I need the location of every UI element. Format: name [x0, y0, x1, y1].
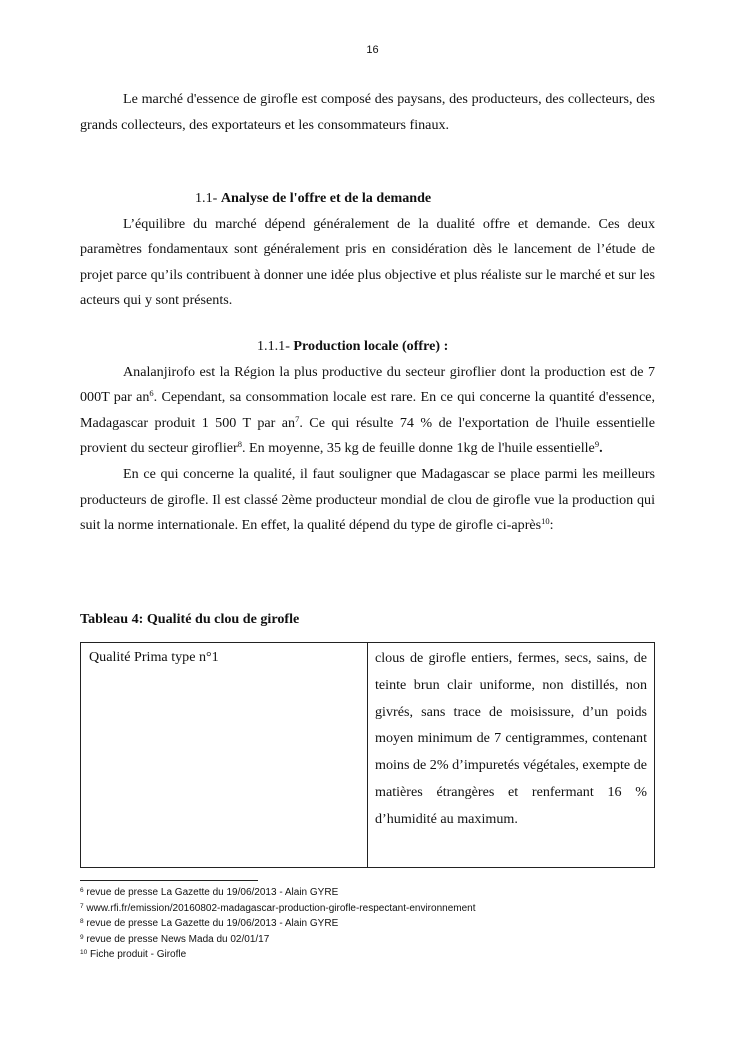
section-heading: [80, 186, 655, 212]
page-number: 16: [366, 44, 379, 56]
intro-block: [80, 87, 655, 138]
production-paragraph: [80, 360, 655, 462]
quality-table: [80, 642, 655, 868]
footnote-number: 9: [80, 933, 84, 941]
production-text-e: .: [599, 440, 603, 457]
footnotes: [80, 885, 475, 963]
intro-paragraph: Le marché d'essence de girofle est composé des paysans, des producteurs, des collecteurs, des grands collecteurs, des exportateurs et les consommateurs finaux.: [80, 91, 655, 133]
footnote: [80, 916, 475, 932]
table-caption: Tableau 4: Qualité du clou de girofle: [80, 611, 300, 627]
section-block: [80, 186, 655, 314]
footnote: [80, 901, 475, 917]
footnote: [80, 885, 475, 901]
footnote: [80, 932, 475, 948]
footnote-text: www.rfi.fr/emission/20160802-madagascar-production-girofle-respectant-environnement: [86, 902, 476, 914]
table-cell-description: clous de girofle entiers, fermes, secs, sains, de teinte brun clair uniforme, non distillés, non givrés, sans trace de moisissure, d’un poids moyen minimum de 7 centigrammes, contenant moins de 2% d’impuretés végétales, exempte de matières étrangères et renfermant 16 % d’humidité au maximum.: [375, 650, 647, 827]
footnote: [80, 947, 475, 963]
quality-text-end: :: [549, 517, 554, 534]
production-text-c: . Ce qui résulte 74 % de l'exportation de l'huile essentielle provient du secteur giroflier: [80, 414, 655, 457]
production-text-d: . En moyenne, 35 kg de feuille donne 1kg de l'huile essentielle: [241, 440, 595, 457]
footnote-number: 10: [80, 949, 88, 957]
subsection-number: 1.1.1-: [257, 338, 290, 354]
footnote-number: 6: [80, 887, 84, 894]
subsection-title: Production locale (offre) :: [293, 338, 449, 354]
subsection-heading: [80, 334, 655, 360]
production-text-b: . Cependant, sa consommation locale est rare. En ce qui concerne la quantité d'essence, Madagascar produit 1 500 T par an: [80, 389, 655, 431]
footnote-ref: 10: [541, 516, 550, 527]
footnote-text: revue de presse La Gazette du 19/06/2013 - Alain GYRE: [86, 918, 339, 930]
footnote-ref: 9: [594, 439, 600, 450]
footnote-divider: [80, 880, 258, 881]
footnote-number: 8: [80, 918, 84, 926]
section-number: 1.1-: [195, 190, 218, 206]
footnote-text: revue de presse News Mada du 02/01/17: [86, 933, 270, 945]
quality-text: En ce qui concerne la qualité, il faut souligner que Madagascar se place parmi les meilleurs producteurs de girofle. Il est classé 2ème producteur mondial de clou de girofle vue la production qui suit la norme internationale. En effet, la qualité dépend du type de girofle ci-après: [80, 465, 655, 534]
subsection-block: [80, 334, 655, 539]
footnote-number: 7: [80, 902, 84, 910]
quality-paragraph: [80, 462, 655, 539]
section-title: Analyse de l'offre et de la demande: [220, 190, 432, 206]
production-text-a: Analanjirofo est la Région la plus productive du secteur giroflier dont la production est de 7 000T par an: [80, 363, 655, 406]
footnote-ref: 7: [295, 413, 300, 424]
table-cell-quality: Qualité Prima type n°1: [81, 643, 368, 867]
footnote-text: Fiche produit - Girofle: [90, 949, 187, 961]
section-paragraph: L’équilibre du marché dépend généralement de la dualité offre et demande. Ces deux paramètres fondamentaux sont généralement pris en considération dès le lancement de l’étude de projet parce qu’ils contribuent à donner une idée plus objective et plus réaliste sur le marché et sur les acteurs qui y sont présents.: [80, 215, 655, 309]
footnote-text: revue de presse La Gazette du 19/06/2013 - Alain GYRE: [86, 887, 339, 898]
footnote-ref: 6: [149, 388, 154, 399]
footnote-ref: 8: [237, 439, 242, 450]
